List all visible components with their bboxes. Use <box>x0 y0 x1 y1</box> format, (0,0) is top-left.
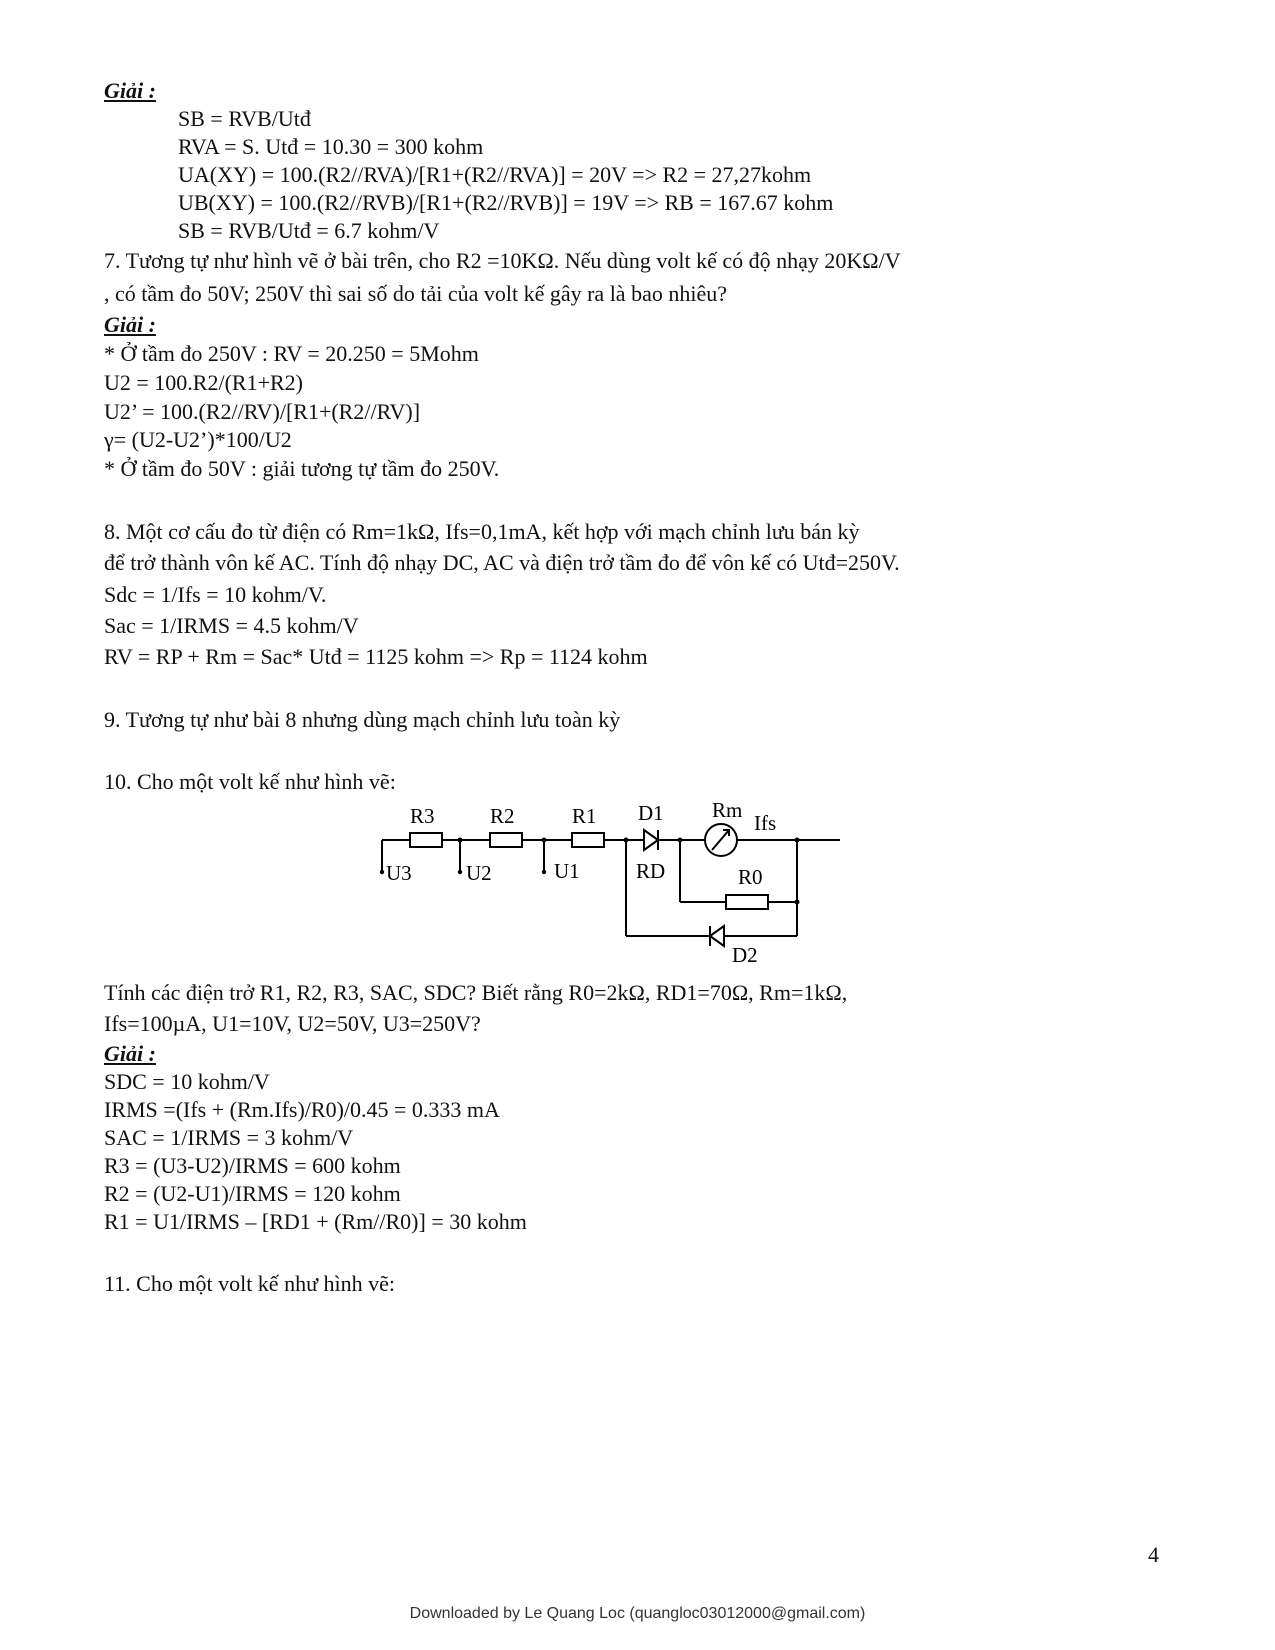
diode-d2 <box>710 926 724 946</box>
formula-line: SAC = 1/IRMS = 3 kohm/V <box>104 1125 354 1150</box>
voltmeter-circuit-diagram <box>360 790 860 980</box>
formula-line: Sac = 1/IRMS = 4.5 kohm/V <box>104 613 359 638</box>
problem-8-text: để trở thành vôn kế AC. Tính độ nhạy DC, AC và điện trở tầm đo để vôn kế có Utđ=250V. <box>104 550 900 575</box>
label-u2: U2 <box>466 861 492 885</box>
formula-line: R3 = (U3-U2)/IRMS = 600 kohm <box>104 1153 401 1178</box>
formula-line: * Ở tầm đo 50V : giải tương tự tầm đo 250V. <box>104 456 500 481</box>
formula-line: * Ở tầm đo 250V : RV = 20.250 = 5Mohm <box>104 341 479 366</box>
formula-line: UB(XY) = 100.(R2//RVB)/[R1+(R2//RVB)] = 19V => RB = 167.67 kohm <box>178 190 834 215</box>
label-d2: D2 <box>732 943 758 967</box>
problem-8-text: 8. Một cơ cấu đo từ điện có Rm=1kΩ, Ifs=0,1mA, kết hợp với mạch chỉnh lưu bán kỳ <box>104 519 860 544</box>
resistor-r2 <box>490 833 522 847</box>
problem-7-text: , có tầm đo 50V; 250V thì sai số do tải của volt kế gây ra là bao nhiêu? <box>104 281 727 306</box>
formula-line: SB = RVB/Utđ = 6.7 kohm/V <box>178 218 440 243</box>
label-d1: D1 <box>638 801 664 825</box>
label-r2: R2 <box>490 804 515 828</box>
label-rm: Rm <box>712 798 743 822</box>
formula-line: SDC = 10 kohm/V <box>104 1069 270 1094</box>
formula-line: SB = RVB/Utđ <box>178 106 311 131</box>
page-number: 4 <box>1148 1542 1159 1567</box>
formula-line: UA(XY) = 100.(R2//RVA)/[R1+(R2//RVA)] = 20V => R2 = 27,27kohm <box>178 162 812 187</box>
solution-heading-7: Giải : <box>104 312 156 337</box>
formula-line: R2 = (U2-U1)/IRMS = 120 kohm <box>104 1181 401 1206</box>
formula-line: U2’ = 100.(R2//RV)/[R1+(R2//RV)] <box>104 399 421 424</box>
problem-10-text: Ifs=100µA, U1=10V, U2=50V, U3=250V? <box>104 1011 481 1036</box>
label-ifs: Ifs <box>754 811 777 835</box>
formula-line: R1 = U1/IRMS – [RD1 + (Rm//R0)] = 30 kohm <box>104 1209 527 1234</box>
resistor-r1 <box>572 833 604 847</box>
problem-10-text: Tính các điện trở R1, R2, R3, SAC, SDC? Biết rằng R0=2kΩ, RD1=70Ω, Rm=1kΩ, <box>104 980 848 1005</box>
download-footer: Downloaded by Le Quang Loc (quangloc03012000@gmail.com) <box>409 1605 866 1622</box>
formula-line: RV = RP + Rm = Sac* Utđ = 1125 kohm => Rp = 1124 kohm <box>104 644 648 669</box>
resistor-r0 <box>726 895 768 909</box>
label-u3: U3 <box>386 861 412 885</box>
resistor-r3 <box>410 833 442 847</box>
solution-heading-1: Giải : <box>104 78 156 103</box>
solution-heading-10: Giải : <box>104 1041 156 1066</box>
formula-line: γ= (U2-U2’)*100/U2 <box>104 427 292 452</box>
problem-10-text: 10. Cho một volt kế như hình vẽ: <box>104 769 396 794</box>
formula-line: Sdc = 1/Ifs = 10 kohm/V. <box>104 582 327 607</box>
label-rd: RD <box>636 859 666 883</box>
formula-line: U2 = 100.R2/(R1+R2) <box>104 370 303 395</box>
formula-line: IRMS =(Ifs + (Rm.Ifs)/R0)/0.45 = 0.333 mA <box>104 1097 500 1122</box>
label-u1: U1 <box>554 859 580 883</box>
problem-7-text: 7. Tương tự như hình vẽ ở bài trên, cho R2 =10KΩ. Nếu dùng volt kế có độ nhạy 20KΩ/V <box>104 248 901 273</box>
label-r1: R1 <box>572 804 597 828</box>
label-r3: R3 <box>410 804 435 828</box>
problem-11-text: 11. Cho một volt kế như hình vẽ: <box>104 1271 395 1296</box>
formula-line: RVA = S. Utđ = 10.30 = 300 kohm <box>178 134 484 159</box>
label-r0: R0 <box>738 865 763 889</box>
problem-9-text: 9. Tương tự như bài 8 nhưng dùng mạch chỉnh lưu toàn kỳ <box>104 707 621 732</box>
diode-d1 <box>644 830 658 850</box>
